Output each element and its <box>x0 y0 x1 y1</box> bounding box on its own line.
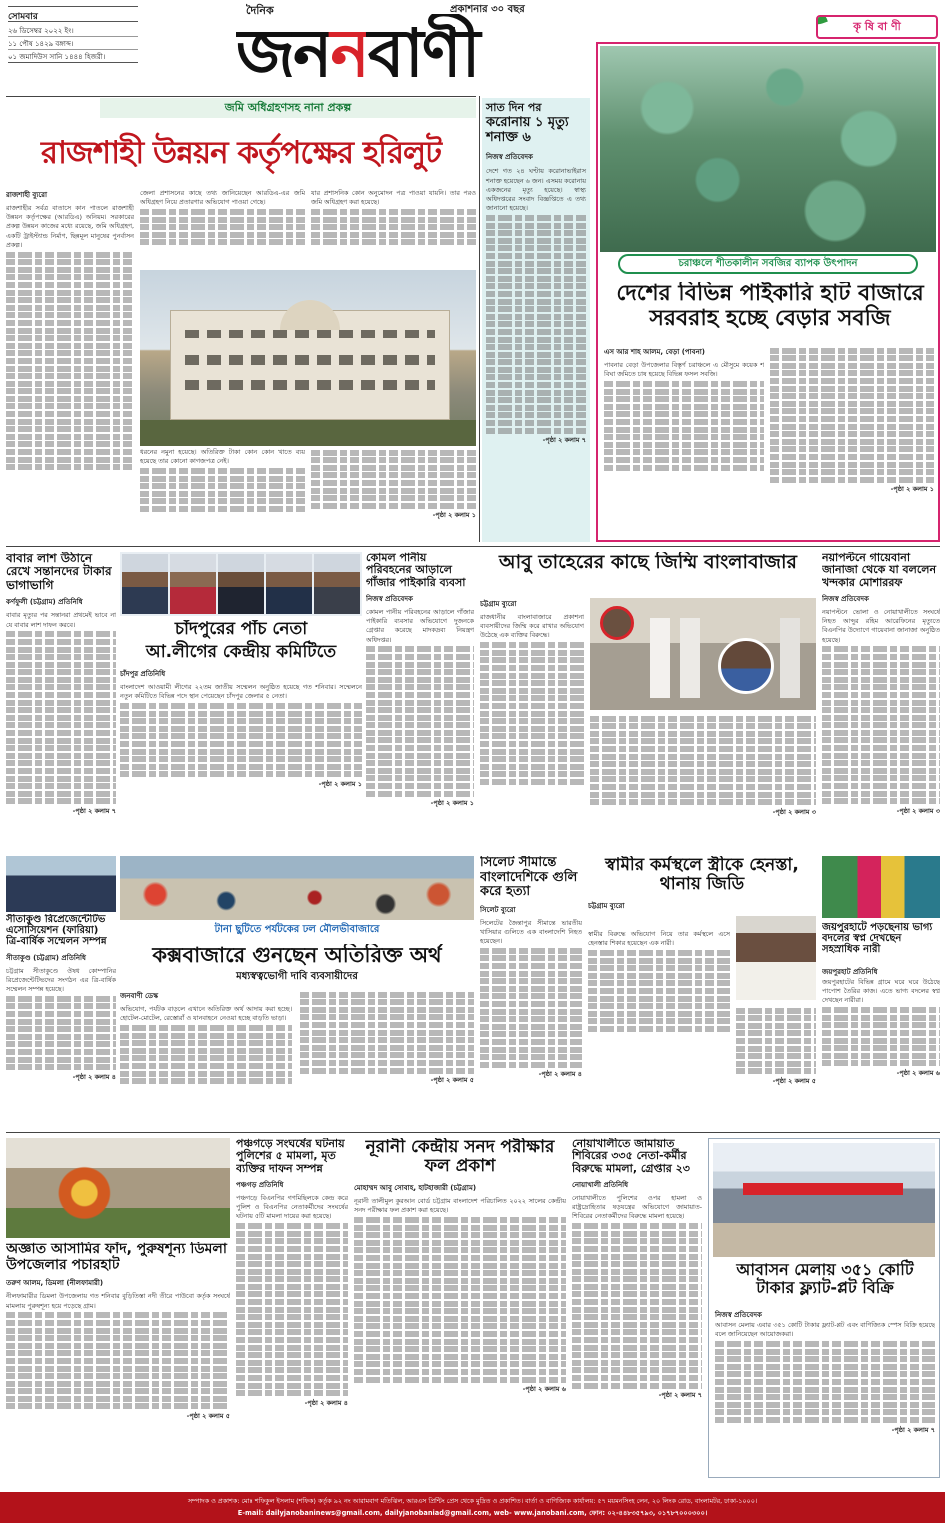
father-body-text: বাবার মৃত্যুর পর সন্তানরা প্রথমেই ভাবে না যে বাবার লাশ দাফন করবে। <box>6 611 116 629</box>
dimla-headline: অজ্ঞাত আসামির ফাঁদ, পুরুষশূন্য ডিমলা উপজেলার পচারহাট <box>6 1242 227 1273</box>
krishi-continue[interactable]: -পৃষ্ঠা ২ কলাম ১ <box>890 485 934 494</box>
nurani-text: নূরানী তালীমুল কুরআন বোর্ড চট্টগ্রাম বাংলাদেশ পরিচালিত ২০২২ সালের কেন্দ্রীয় সনদ পরীক্ষার ফল প্রকাশ করা হয়েছে। <box>354 1197 566 1215</box>
dimla-text: নীলফামারীর ডিমলা উপজেলায় গত শনিবার বুড়িতিস্তা নদী তীরে পাউবো কর্তৃক সংঘর্ষে মামলায় পুরুষশূন্য হয়ে পড়েছে গ্রাম। <box>6 1292 230 1310</box>
beach-caption: টানা ছুটিতে পর্যটকের ঢল মৌলভীবাজারে <box>214 923 380 935</box>
jaypurhat-continue[interactable]: -পৃষ্ঠা ২ কলাম ৬ <box>896 1068 940 1077</box>
imprint-line-2: E-mail: dailyjanobaninews@gmail.com, dailyjanobaniad@gmail.com, web- www.janobani.com, ফোন: ০২-৪৪৮৩৫৭৯৩, ০১৭৮৭০০০৩০০। <box>237 1509 708 1517</box>
noakhali-headline: নোয়াখালীতে জামায়াত শিবিরের ৩৩৫ নেতা-কর্মীর বিরুদ্ধে মামলা, গ্রেপ্তার ২৩ <box>572 1138 690 1175</box>
krishi-col-2 <box>770 346 934 538</box>
abu-taher-col-1 <box>480 598 584 848</box>
covid-byline: নিজস্ব প্রতিবেদক <box>486 153 533 162</box>
sitakunda-story <box>6 914 116 1126</box>
husband-col-1 <box>588 930 730 1126</box>
lead-headline: রাজশাহী উন্নয়ন কর্তৃপক্ষের হরিলুট <box>40 135 442 171</box>
abashon-headline: আবাসন মেলায় ৩৫১ কোটি টাকার ফ্ল্যাট-প্লট বিক্রি <box>736 1260 914 1297</box>
lead-col-3: যার প্রশাসনিক কোন অনুমোদন পত্র পাওয়া যায়নি। তার পরও জমি অধিগ্রহণ করা হয়েছে। <box>311 189 476 267</box>
sylhet-story <box>480 856 582 1126</box>
abu-taher-col-2 <box>590 714 816 848</box>
abashon-text: আবাসন মেলায় এবার ৩৫১ কোটি টাকার ফ্ল্যাট-প্লট এবং বাণিজ্যিক স্পেস বিক্রি হয়েছে বলে জানিয়েছেন আয়োজকরা। <box>715 1321 935 1339</box>
sitakunda-photo <box>6 856 116 912</box>
logo-part-jan: জন <box>236 15 331 92</box>
father-body-story <box>6 552 116 852</box>
krishi-photo-caption: চরাঞ্চলে শীতকালীন সবজির ব্যাপক উৎপাদন <box>618 254 918 274</box>
khandakar-byline: নিজস্ব প্রতিবেদক <box>822 594 869 603</box>
noakhali-byline: নোয়াখালী প্রতিনিধি <box>572 1180 629 1189</box>
section-rule-2 <box>6 1132 940 1133</box>
khandakar-continue[interactable]: -পৃষ্ঠা ২ কলাম ৩ <box>896 806 940 815</box>
panchagarh-text: পঞ্চগড়ে বিএনপির গণমিছিলকে কেন্দ্র করে পুলিশ ও বিএনপির নেতাকর্মীদের সংঘর্ষের ঘটনায় ৫টি মামলা দায়ের করা হয়েছে। <box>236 1193 348 1221</box>
logo-part-bani: বাণী <box>367 15 479 92</box>
abu-taher-continue[interactable]: -পৃষ্ঠা ২ কলাম ৩ <box>772 807 816 816</box>
logo-part-na: ন <box>330 15 368 92</box>
krishi-byline: এস আর শাহ আলম, বেড়া (পাবনা) <box>604 348 705 356</box>
masthead-rule <box>6 96 476 97</box>
dateline-en: ২৬ ডিসেম্বর ২০২২ ইং। <box>8 25 138 37</box>
father-body-headline: বাবার লাশ উঠানে রেখে সন্তানদের টাকার ভাগাভাগি <box>6 552 112 592</box>
krishi-text: পাবনার বেড়া উপজেলার বিস্তৃর্ণ চরাঞ্চলে এ মৌসুমে কয়েক শ বিঘা জমিতে চাষ হয়েছে বিভিন্ন ফসল সবজি। <box>604 361 764 379</box>
abashon-byline: নিজস্ব প্রতিবেদক <box>715 1311 762 1319</box>
nurani-byline: মোহাম্মদ আবু সোবাহ, হাটহাজারী (চট্টগ্রাম) <box>354 1184 477 1193</box>
khandakar-headline: নয়াপল্টনে গায়েবানা জানাজা থেকে যা বললেন খন্দকার মোশাররফ <box>822 552 937 589</box>
newspaper-logo <box>236 14 616 96</box>
sylhet-byline: সিলেট ব্যুরো <box>480 905 516 914</box>
krishi-col-1 <box>604 346 764 538</box>
lead-continue[interactable]: -পৃষ্ঠা ২ কলাম ১ <box>432 511 476 520</box>
section-tag-krishi: কৃ ষি বা ণী <box>816 15 938 39</box>
chandpur-story <box>120 620 362 848</box>
coxs-story <box>120 944 474 1126</box>
sylhet-headline: সিলেট সীমান্তে বাংলাদেশিকে গুলি করে হত্যা <box>480 856 578 900</box>
panchagarh-continue[interactable]: -পৃষ্ঠা ২ কলাম ৪ <box>304 1398 348 1407</box>
abu-taher-photo <box>590 598 816 710</box>
dimla-byline: তরুণ আলম, ডিমলা (নীলফামারী) <box>6 1279 104 1288</box>
leaf-icon <box>816 15 828 28</box>
jaypurhat-story <box>822 856 940 1126</box>
lead-intro: রাজশাহীর সর্বত্র বাতাসে কান পাতলে রাজশাহী উন্নয়ন কর্তৃপক্ষের (আরডিএ) অনিয়ম। সরকারের প্রকল্প উন্নয়ন কাজের মধ্যে রয়েছে, জমি অধিগ্রহণ, একটি ট্রাইস্ট্যান্ড নির্মাণ, ছিন্নমূল মানুষের পুনর্বাসন প্রকল্প। <box>6 204 134 249</box>
nurani-headline: নূরানী কেন্দ্রীয় সনদ পরীক্ষার ফল প্রকাশ <box>365 1138 555 1177</box>
krishi-box <box>596 42 940 542</box>
dateline-hijri: ০১ জমাদিউস সানি ১৪৪৪ হিজরী। <box>8 51 138 63</box>
masthead-since: প্রকাশনার ৩০ বছর <box>450 4 525 15</box>
chandpur-headline-2: আ.লীগের কেন্দ্রীয় কমিটিতে <box>145 642 337 663</box>
lead-rule-right <box>479 96 480 542</box>
coxs-continue[interactable]: -পৃষ্ঠা ২ কলাম ৫ <box>430 1076 474 1085</box>
coxs-subheadline: মধ্যস্বত্বভোগী দাবি ব্যবসায়ীদের <box>236 970 358 982</box>
chandpur-byline: চাঁদপুর প্রতিনিধি <box>120 670 166 679</box>
father-body-byline: কর্ণফুলী (চট্টগ্রাম) প্রতিনিধি <box>6 598 83 607</box>
jaypurhat-headline: জয়পুরহাটে পড়ছেনায় ভাগ্য বদলের স্বপ্ন দেখছেন সহস্রাধিক নারী <box>822 922 933 956</box>
lead-col-2b: ধরনের নমুনা হয়েছে। অতিরিক্ত টাকা কোন কোন খাতে ব্যয় হয়েছে তার কোনো কাগজপত্র নেই। <box>140 448 305 540</box>
jaypurhat-photo <box>822 856 940 918</box>
chandpur-text: বাংলাদেশ আওয়ামী লীগের ২২তম জাতীয় সম্মেলন অনুষ্ঠিত হয়েছে গত শনিবার। সম্মেলনে নতুন কমিটিতে বিভিন্ন পদে স্থান পেয়েছেন চাঁদপুর জেলার ৫ নেতা। <box>120 683 362 701</box>
dimla-fire-photo <box>6 1138 230 1238</box>
khandakar-story <box>822 552 940 848</box>
sitakunda-continue[interactable]: -পৃষ্ঠা ২ কলাম ৪ <box>72 1072 116 1081</box>
krishi-headline: দেশের বিভিন্ন পাইকারি হাট বাজারে সরবরাহ হচ্ছে বেড়ার সবজি <box>616 282 924 331</box>
nurani-continue[interactable]: -পৃষ্ঠা ২ কলাম ৬ <box>522 1385 566 1394</box>
abashon-photo <box>713 1143 935 1257</box>
beach-crowd-photo <box>120 856 474 920</box>
covid-text: দেশে গত ২৪ ঘণ্টায় করোনাভাইরাস শনাক্ত হয়েছেন ৬ জন। এসময় করোনায় একজনের মৃত্যু হয়েছে। স্বাস্থ্য অধিদপ্তরের সংবাদ বিজ্ঞপ্তিতে এ তথ্য জানানো হয়েছে। <box>486 167 586 213</box>
husband-col-2 <box>736 1006 816 1126</box>
lead-col-1 <box>6 189 134 541</box>
panchagarh-byline: পঞ্চগড় প্রতিনিধি <box>236 1180 284 1189</box>
lead-byline: রাজশাহী ব্যুরো <box>6 191 48 199</box>
nurani-story <box>354 1138 566 1478</box>
coxs-text: অভিযোগ, পর্যটক বাড়লে এখানে অতিরিক্ত অর্থ আদায় করা হচ্ছে। হোটেল-মোটেল, রেস্তোরাঁ ও যানবাহনে নেওয়া হচ্ছে বাড়তি ভাড়া। <box>120 1005 292 1023</box>
covid-kicker: সাত দিন পর <box>486 101 542 114</box>
ganja-headline: কোমল পানীয় পরিবহনের আড়ালে গাঁজার পাইকারি ব্যবসা <box>366 552 466 589</box>
noakhali-continue[interactable]: -পৃষ্ঠা ২ কলাম ৭ <box>658 1391 702 1400</box>
imprint-footer <box>0 1492 945 1523</box>
ganja-continue[interactable]: -পৃষ্ঠা ২ কলাম ১ <box>430 799 474 808</box>
abu-taher-story <box>480 552 816 848</box>
abu-taher-text: রাজধানীর বাংলাবাজারে প্রকাশনা ব্যবসায়ীদের জিম্মি করে রাখার অভিযোগ উঠেছে এক ব্যক্তির বিরুদ্ধে। <box>480 613 584 640</box>
khandakar-text: নয়াপল্টনে ভোলা ও নোয়াখালীতে সংঘর্ষে নিহত আব্দুর রহিম আরেফিনের মৃত্যুতে বিএনপির উদ্যোগে গায়েবানা জানাজা অনুষ্ঠিত হয়েছে। <box>822 607 940 644</box>
coxs-headline: কক্সবাজারে গুনছেন অতিরিক্ত অর্থ <box>152 944 442 967</box>
lead-kicker: জমি অধিগ্রহণসহ নানা প্রকল্প <box>100 98 476 118</box>
husband-headline: স্বামীর কর্মস্থলে স্ত্রীকে হেনস্তা, থানায় জিডি <box>605 856 799 895</box>
coxs-col-2 <box>300 990 474 1126</box>
lead-col-3b <box>311 448 476 540</box>
husband-photo <box>736 916 816 1000</box>
section-rule-1 <box>6 546 940 547</box>
sitakunda-text: চট্টগ্রাম সীতাকুণ্ডে ঔষধ কোম্পানির রিপ্রেজেন্টেটিভদের সংগঠন এর ত্রি-বার্ষিক সম্মেলন সম্পন্ন হয়েছে। <box>6 966 116 993</box>
krishi-photo-vegetables <box>600 46 936 252</box>
masthead-daily: দৈনিক <box>246 4 274 16</box>
husband-byline: চট্টগ্রাম ব্যুরো <box>588 902 625 911</box>
dateline-day: সোমবার <box>8 6 138 22</box>
ganja-story <box>366 552 474 848</box>
dimla-story <box>6 1242 230 1478</box>
covid-story <box>482 98 590 542</box>
dimla-continue[interactable]: -পৃষ্ঠা ২ কলাম ৫ <box>186 1412 230 1421</box>
chandpur-headline-1: চাঁদপুরের পাঁচ নেতা <box>174 620 308 639</box>
sitakunda-byline: সীতাকুণ্ড (চট্টগ্রাম) প্রতিনিধি <box>6 953 86 962</box>
covid-continue[interactable]: -পৃষ্ঠা ২ কলাম ৭ <box>542 436 586 445</box>
husband-story <box>588 856 816 1126</box>
father-body-continue[interactable]: -পৃষ্ঠা ২ কলাম ৭ <box>72 806 116 815</box>
panchagarh-headline: পঞ্চগড়ে সংঘর্ষের ঘটনায় পুলিশের ৫ মামলা, মৃত ব্যক্তির দাফন সম্পন্ন <box>236 1138 345 1175</box>
chandpur-leaders-photos <box>120 552 362 616</box>
imprint-line-1: সম্পাদক ও প্রকাশক: মোঃ শফিকুল ইসলাম (শফিক) কর্তৃক ৯২ নং আরামবাগ মতিঝিল, আরএস প্রিন্টিং প্রেস থেকে মুদ্রিত ও প্রকাশিত। বার্তা ও বাণিজ্যিক কার্যালয়: ৫৭ ময়মনসিংহ লেন, ২০ লিংক রোড, বাংলামটর, ঢাকা-১০০০। <box>187 1497 758 1505</box>
ganja-text: কোমল পানীয় পরিবহনের আড়ালে গাঁজার পাইকারি ব্যবসার অভিযোগে দুজনকে গ্রেপ্তার করেছে মাদকদ্রব্য নিয়ন্ত্রণ অধিদপ্তর। <box>366 607 474 644</box>
coxs-col-1 <box>120 990 292 1126</box>
sylhet-continue[interactable]: -পৃষ্ঠা ২ কলাম ৪ <box>538 1070 582 1079</box>
noakhali-text: নোয়াখালীতে পুলিশের ওপর হামলা ও রাষ্ট্রদ্রোহিতার ষড়যন্ত্রের অভিযোগে জামায়াত-শিবিরের নেতাকর্মীদের বিরুদ্ধে মামলা হয়েছে। <box>572 1193 702 1221</box>
panchagarh-story <box>236 1138 348 1478</box>
sylhet-text: সিলেটের জৈন্তাপুর সীমান্তে ভারতীয় খাসিয়ার গুলিতে এক বাংলাদেশি নিহত হয়েছেন। <box>480 918 582 946</box>
abashon-story <box>708 1138 940 1478</box>
abu-taher-headline: আবু তাহেরের কাছে জিম্মি বাংলাবাজার <box>498 552 798 573</box>
husband-text: স্বামীর বিরুদ্ধে অভিযোগ নিয়ে তার কর্মস্থলে এসে হেনস্তার শিকার হয়েছেন এক নারী। <box>588 930 730 948</box>
jaypurhat-text: জয়পুরহাটের বিভিন্ন গ্রামে ঘরে ঘরে উঠেছে পাপোশ তৈরির কাজ। এতে ভাগ্য বদলের স্বপ্ন দেখছেন নারীরা। <box>822 978 940 1005</box>
abashon-continue[interactable]: -পৃষ্ঠা ২ কলাম ৭ <box>891 1425 935 1434</box>
lead-photo-building <box>140 270 476 446</box>
lead-col-2: জেলা প্রশাসনের কাছে তথ্য জানিয়েছেন আরডিএ-এর জমি অধিগ্রহণ নিয়ে প্রতারণার অভিযোগ পাওয়া গেছে। <box>140 189 305 267</box>
covid-headline: করোনায় ১ মৃত্যু শনাক্ত ৬ <box>486 115 569 145</box>
abu-taher-byline: চট্টগ্রাম ব্যুরো <box>480 600 517 608</box>
coxs-byline: জনবাণী ডেস্ক <box>120 992 159 1000</box>
jaypurhat-byline: জয়পুরহাট প্রতিনিধি <box>822 968 878 976</box>
dateline-bn: ১১ পৌষ ১৪২৯ বঙ্গাব্দ। <box>8 38 138 50</box>
sitakunda-headline: সীতাকুণ্ড রিপ্রেজেন্টেটিভ এসোসিয়েশন (ফারিয়া) ত্রি-বার্ষিক সম্মেলন সম্পন্ন <box>6 914 107 948</box>
ganja-byline: নিজস্ব প্রতিবেদক <box>366 594 413 603</box>
noakhali-story <box>572 1138 702 1478</box>
husband-continue[interactable]: -পৃষ্ঠা ২ কলাম ৫ <box>772 1076 816 1085</box>
chandpur-continue[interactable]: -পৃষ্ঠা ২ কলাম ১ <box>318 780 362 788</box>
